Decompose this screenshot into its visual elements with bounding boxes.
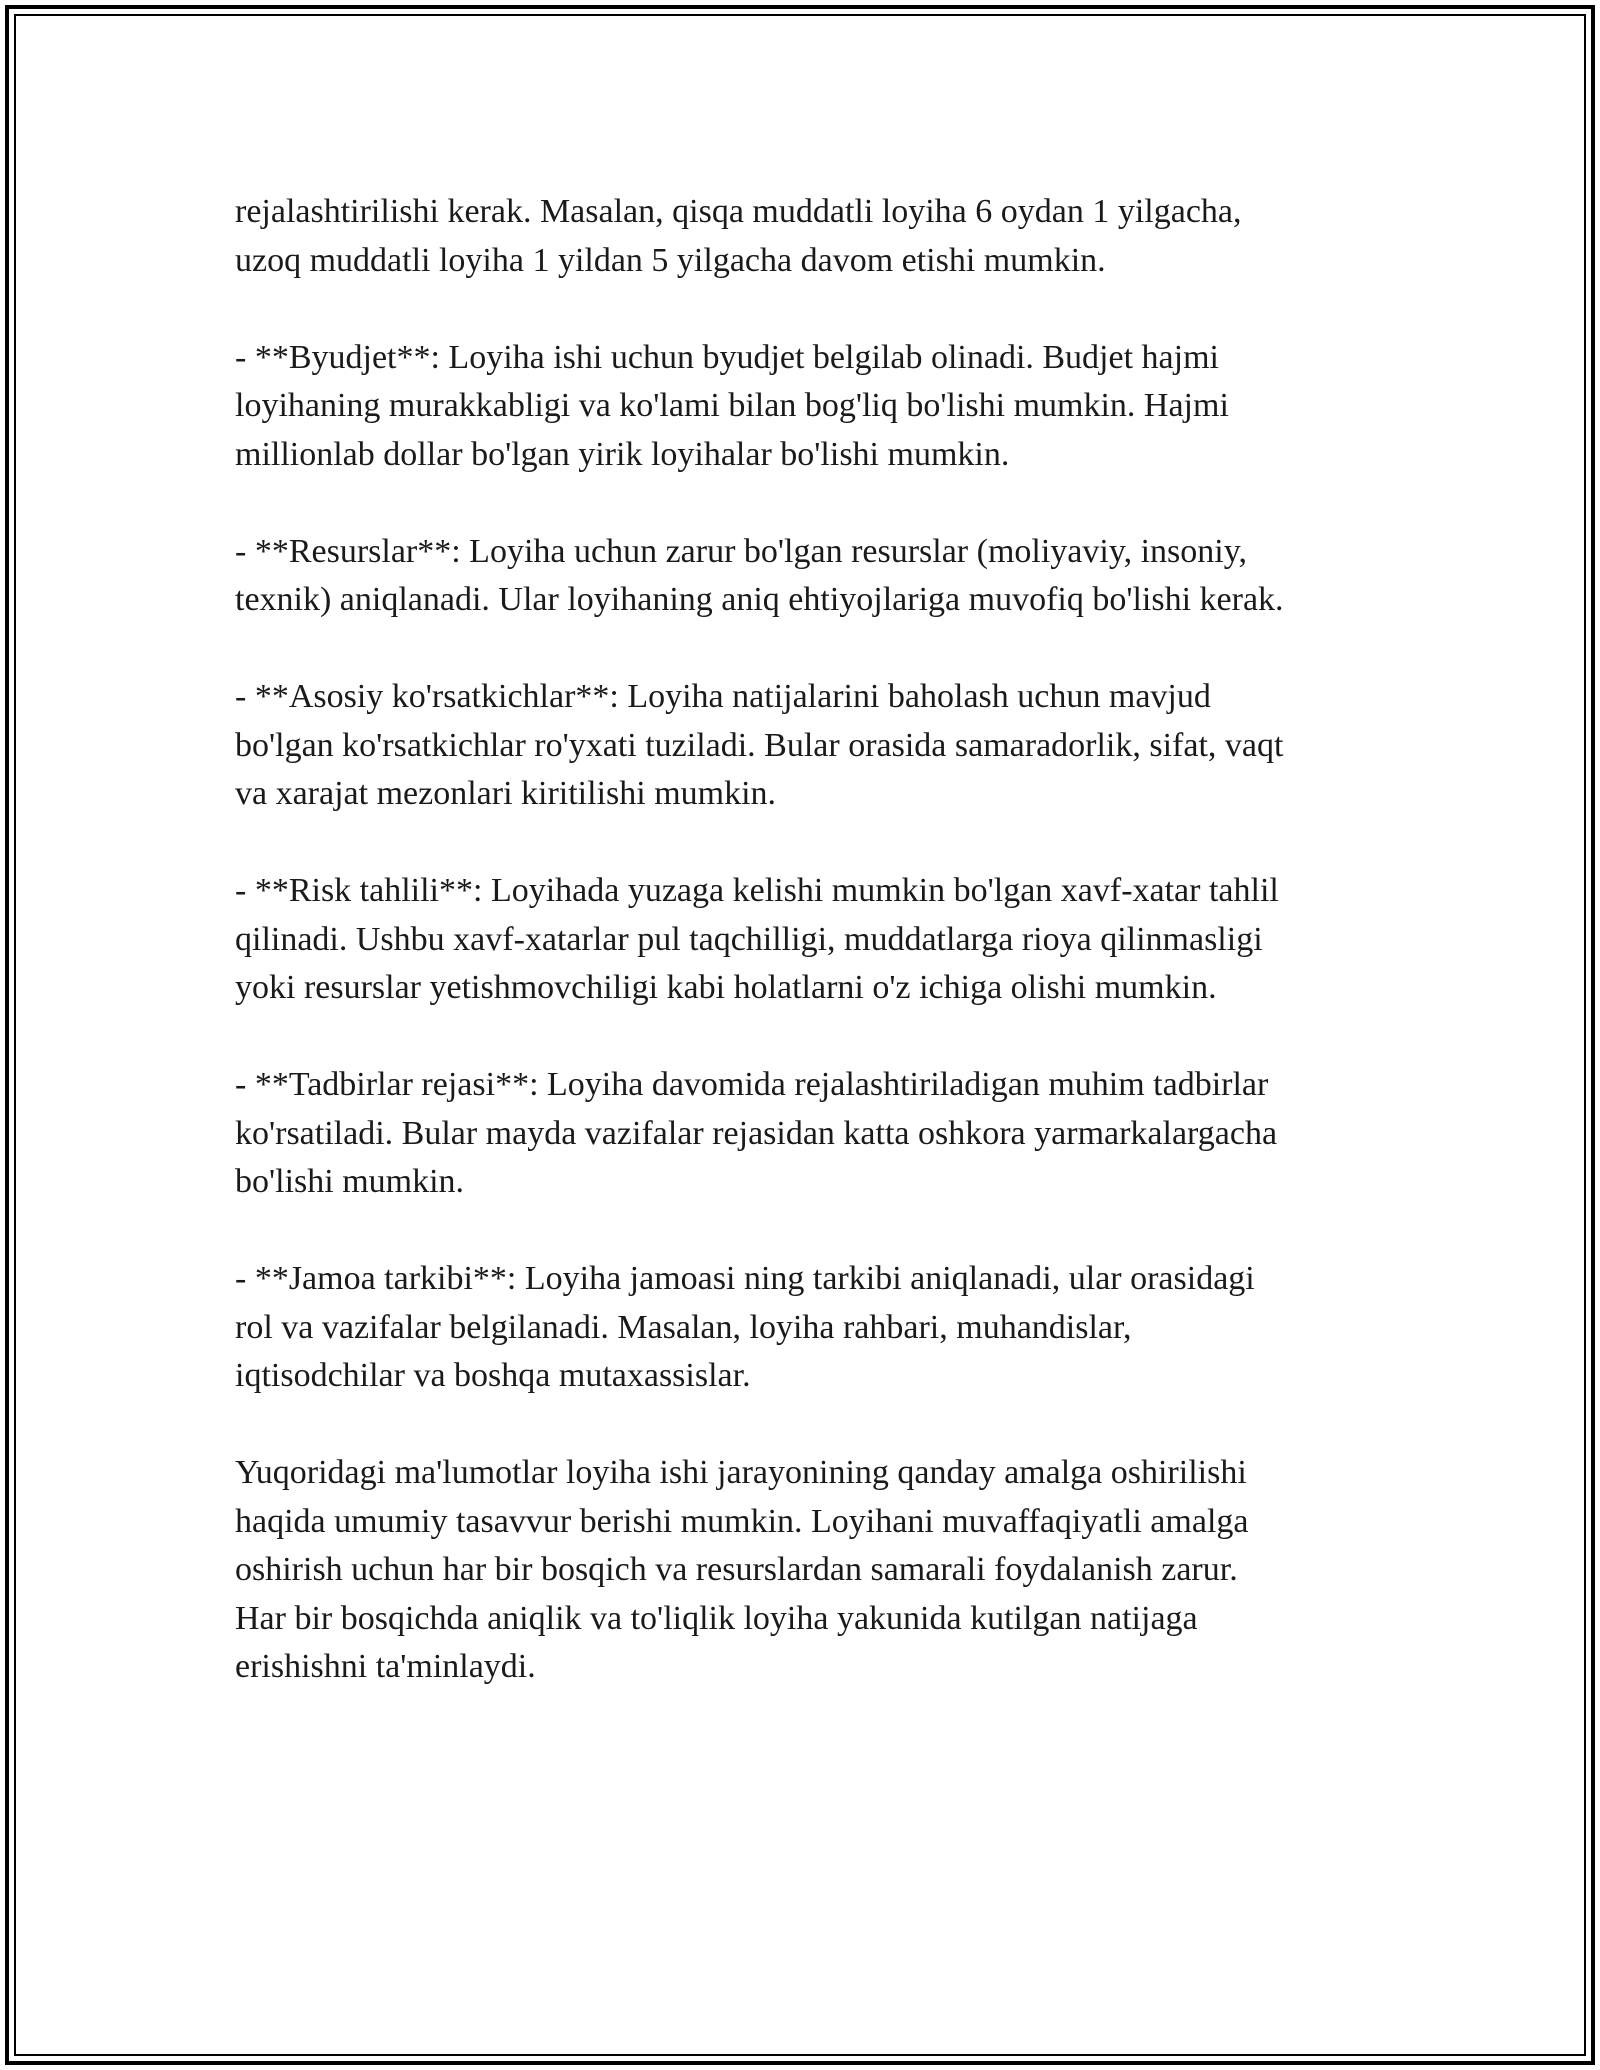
text-line: - **Tadbirlar rejasi**: Loyiha davomida rejalashtiriladigan muhim tadbirlar	[235, 1066, 1269, 1103]
text-line: uzoq muddatli loyiha 1 yildan 5 yilgacha davom etishi mumkin.	[235, 241, 1106, 279]
text-line: Har bir bosqichda aniqlik va to'liqlik loyiha yakunida kutilgan natijaga	[235, 1599, 1198, 1637]
paragraph	[235, 334, 1395, 480]
text-line: bo'lgan ko'rsatkichlar ro'yxati tuziladi. Bular orasida samaradorlik, sifat, vaqt	[235, 726, 1284, 764]
text-line: qilinadi. Ushbu xavf-xatarlar pul taqchilligi, muddatlarga rioya qilinmasligi	[235, 920, 1263, 958]
text-line: - **Asosiy ko'rsatkichlar**: Loyiha natijalarini baholash uchun mavjud	[235, 678, 1211, 715]
text-line: haqida umumiy tasavvur berishi mumkin. Loyihani muvaffaqiyatli amalga	[235, 1502, 1249, 1540]
paragraph	[235, 1061, 1395, 1207]
text-line: rol va vazifalar belgilanadi. Masalan, loyiha rahbari, muhandislar,	[235, 1308, 1132, 1346]
text-line: - **Byudjet**: Loyiha ishi uchun byudjet belgilab olinadi. Budjet hajmi	[235, 338, 1219, 376]
paragraph	[235, 1255, 1395, 1401]
text-line: loyihaning murakkabligi va ko'lami bilan bog'liq bo'lishi mumkin. Hajmi	[235, 387, 1229, 424]
text-line: va xarajat mezonlari kiritilishi mumkin.	[235, 775, 777, 812]
text-line: millionlab dollar bo'lgan yirik loyihalar bo'lishi mumkin.	[235, 435, 1010, 473]
text-line: Yuqoridagi ma'lumotlar loyiha ishi jarayonining qanday amalga oshirilishi	[235, 1454, 1247, 1491]
paragraph	[235, 1449, 1395, 1692]
text-line: rejalashtirilishi kerak. Masalan, qisqa muddatli loyiha 6 oydan 1 yilgacha,	[235, 193, 1242, 230]
text-line: bo'lishi mumkin.	[235, 1163, 465, 1200]
paragraph	[235, 528, 1395, 625]
text-line: - **Risk tahlili**: Loyihada yuzaga kelishi mumkin bo'lgan xavf-xatar tahlil	[235, 872, 1279, 909]
text-line: - **Resurslar**: Loyiha uchun zarur bo'lgan resurslar (moliyaviy, insoniy,	[235, 532, 1248, 570]
text-line: ko'rsatiladi. Bular mayda vazifalar rejasidan katta oshkora yarmarkalargacha	[235, 1114, 1278, 1152]
text-line: yoki resurslar yetishmovchiligi kabi holatlarni o'z ichiga olishi mumkin.	[235, 969, 1217, 1006]
document-body	[235, 188, 1395, 1692]
paragraph	[235, 188, 1395, 285]
paragraph	[235, 867, 1395, 1013]
paragraph	[235, 673, 1395, 819]
text-line: iqtisodchilar va boshqa mutaxassislar.	[235, 1357, 751, 1394]
text-line: erishishni ta'minlaydi.	[235, 1648, 536, 1685]
text-line: oshirish uchun har bir bosqich va resurslardan samarali foydalanish zarur.	[235, 1551, 1238, 1588]
text-line: - **Jamoa tarkibi**: Loyiha jamoasi ning tarkibi aniqlanadi, ular orasidagi	[235, 1260, 1255, 1297]
text-line: texnik) aniqlanadi. Ular loyihaning aniq ehtiyojlariga muvofiq bo'lishi kerak.	[235, 581, 1284, 618]
